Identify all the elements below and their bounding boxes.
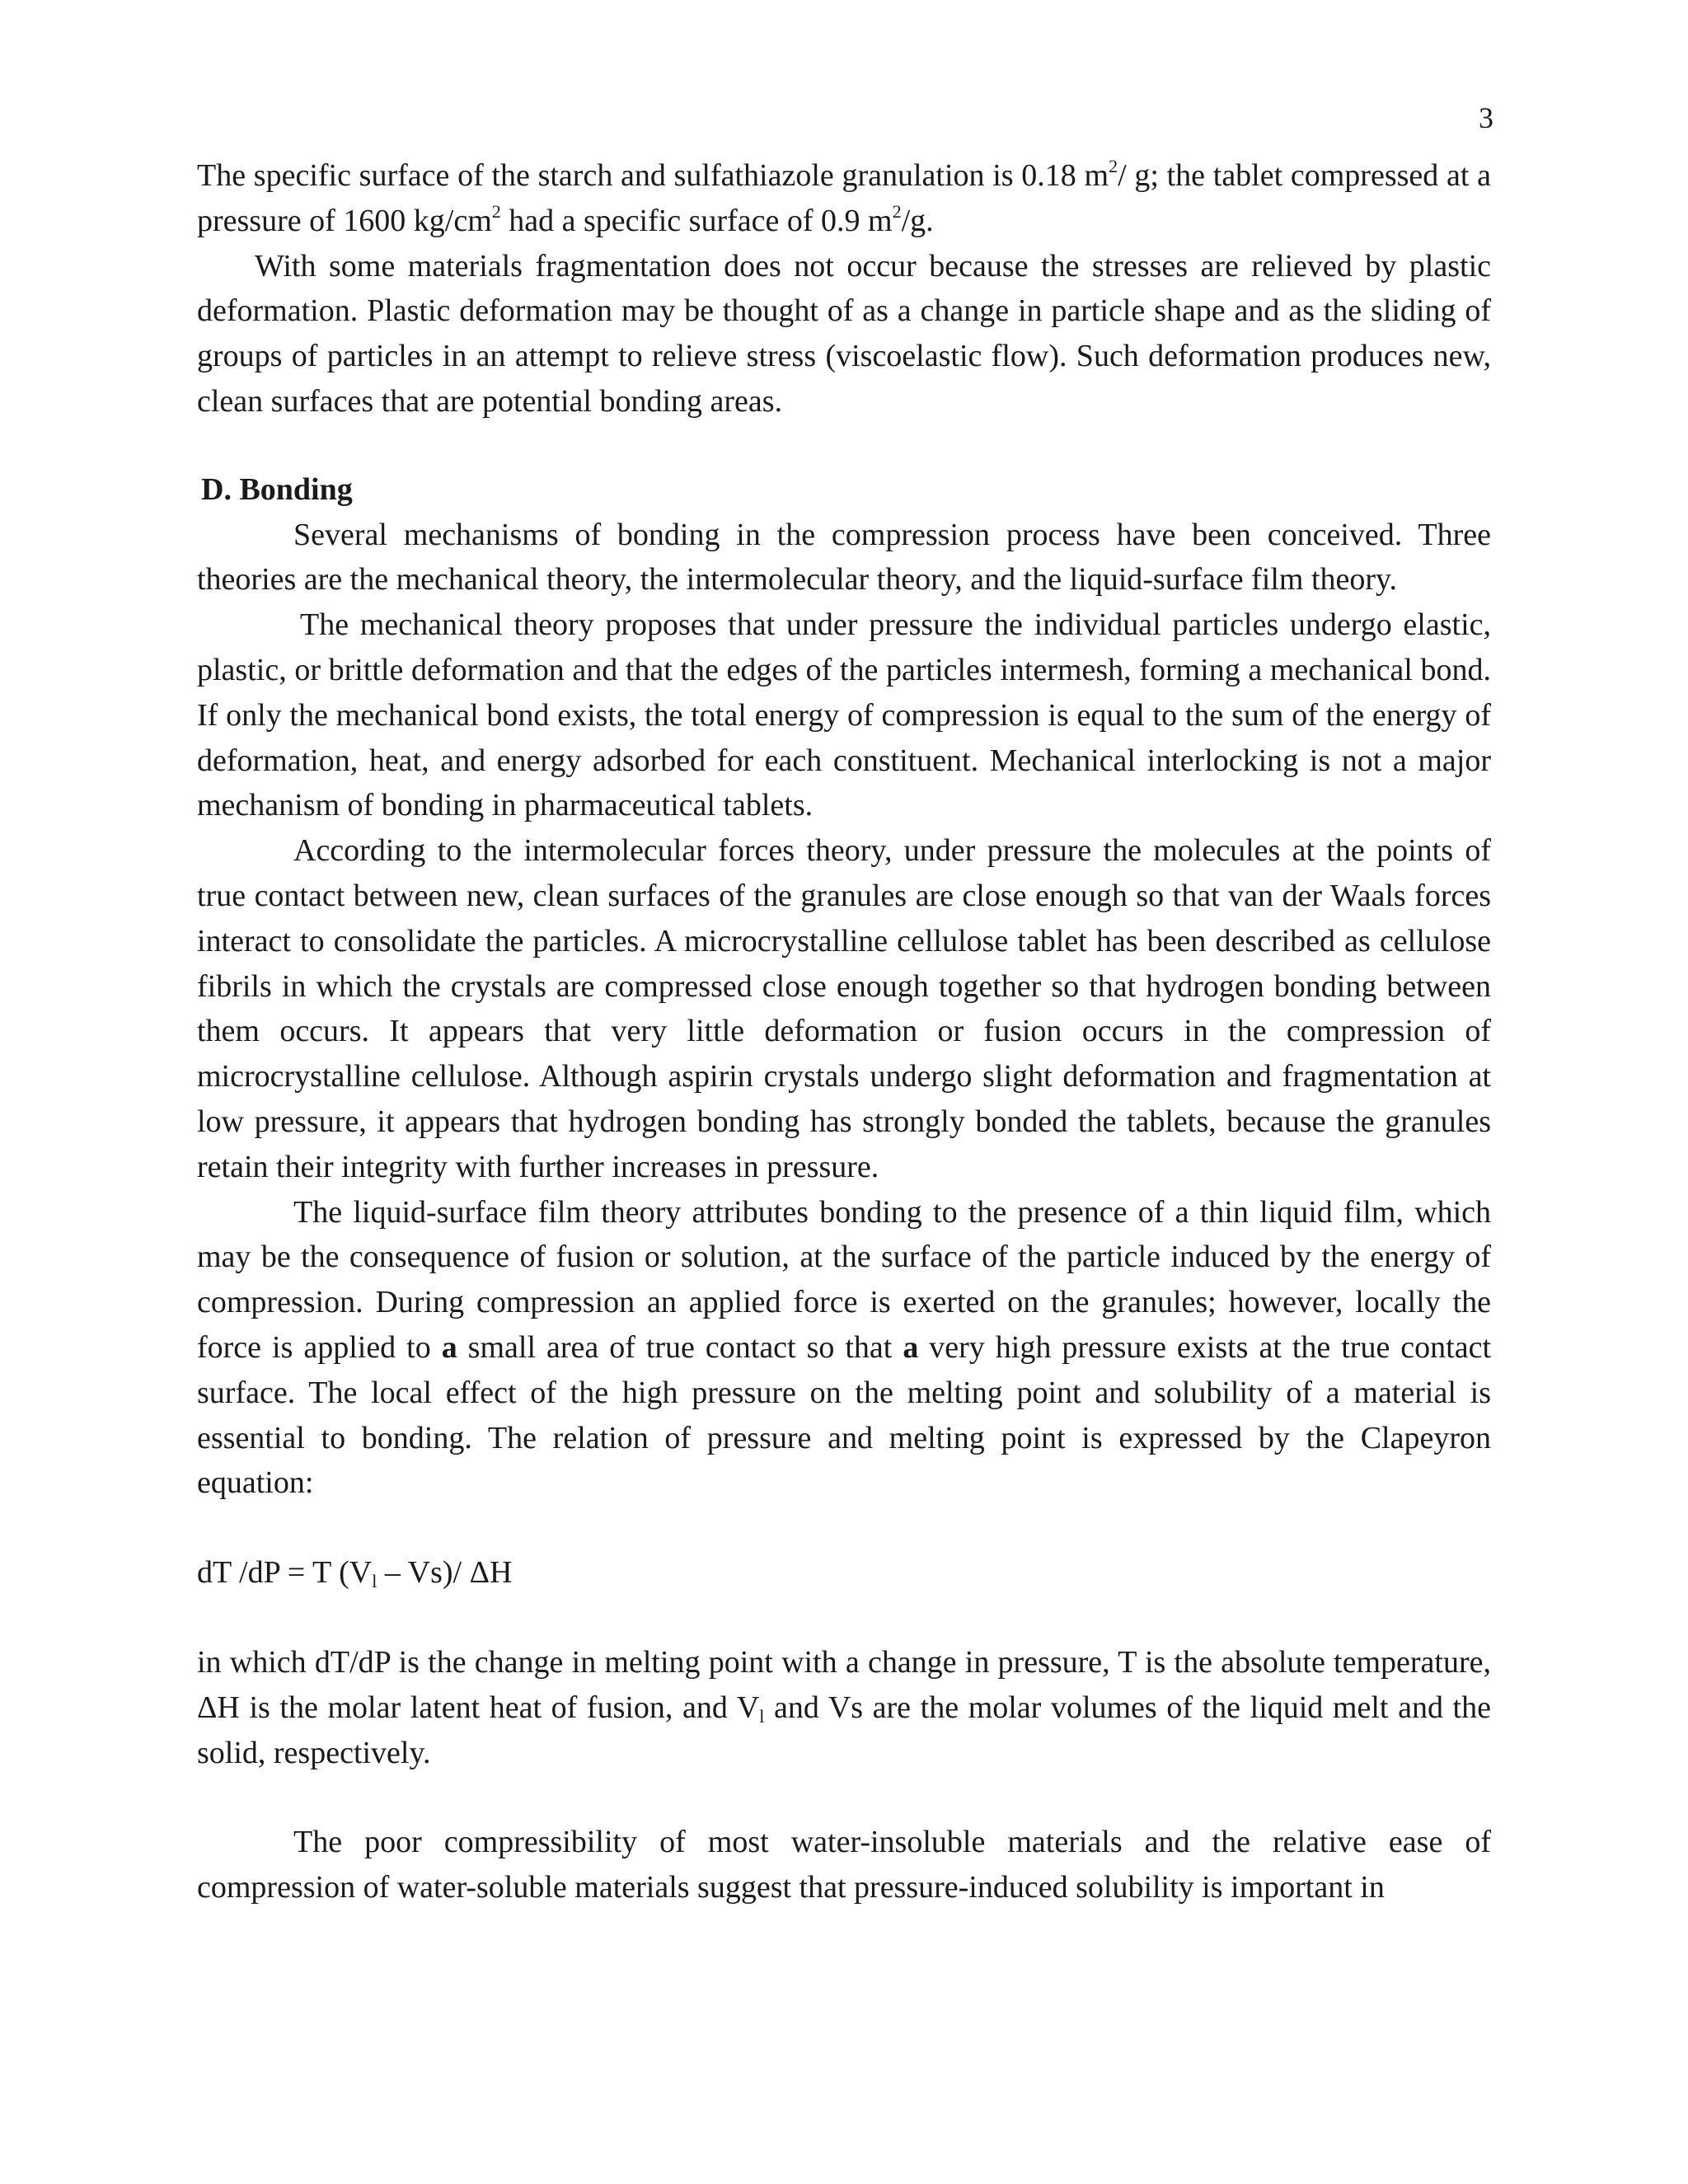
text-run: The liquid-surface film theory attributes bonding to the presence of a thin liquid film, which may be the consequence of fusion or solution, at the surface of the particle induced by the energy of compression. During compression an applied force is exerted on the granules; however, locally the force is applied to <box>197 1194 1491 1365</box>
superscript: 2 <box>1109 156 1118 176</box>
bold-text: a <box>441 1329 457 1365</box>
section-heading: D. Bonding <box>201 471 353 507</box>
page-number: 3 <box>1479 101 1493 134</box>
bold-text: a <box>903 1329 919 1365</box>
subscript: l <box>759 1705 765 1727</box>
text-run: The specific surface of the starch and sulfathiazole granulation is 0.18 m <box>197 158 1109 193</box>
text-run: – Vs)/ ΔH <box>377 1555 513 1591</box>
paragraph-intermolecular-theory: According to the intermolecular forces theory, under pressure the molecules at the points of true contact between new, clean surfaces of the granules are close enough so that van der Waals forces interact to consolidate the particles. A microcrystalline cellulose tablet has been described as cellulose fibrils in which the crystals are compressed close enough together so that hydrogen bonding between them occurs. It appears that very little deformation or fusion occurs in the compression of microcrystalline cellulose. Although aspirin crystals undergo slight deformation and fragmentation at low pressure, it appears that hydrogen bonding has strongly bonded the tablets, because the granules retain their integrity with further increases in pressure. <box>197 833 1491 1184</box>
text-run: and Vs are the molar volumes of the liquid melt and the solid, respectively. <box>197 1690 1491 1770</box>
clapeyron-equation <box>197 1550 1491 1596</box>
paragraph-plastic-deformation: With some materials fragmentation does not occur because the stresses are relieved by plastic deformation. Plastic deformation may be thought of as a change in particle shape and as the sliding of groups of particles in an attempt to relieve stress (viscoelastic flow). Such deformation produces new, clean surfaces that are potential bonding areas. <box>197 248 1491 419</box>
text-run: had a specific surface of 0.9 m <box>500 203 893 238</box>
paragraph-mechanical-theory: The mechanical theory proposes that under pressure the individual particles undergo elastic, plastic, or brittle deformation and that the edges of the particles intermesh, forming a mechanical bond. If only the mechanical bond exists, the total energy of compression is equal to the sum of the energy of deformation, heat, and energy adsorbed for each constituent. Mechanical interlocking is not a major mechanism of bonding in pharmaceutical tablets. <box>197 607 1491 823</box>
paragraph-liquid-surface-theory <box>197 1190 1491 1507</box>
superscript: 2 <box>892 200 902 222</box>
text-run: small area of true contact so that <box>457 1329 903 1365</box>
text-run: very high pressure exists at the true contact surface. The local effect of the high pressure on the melting point and solubility of a material is essential to bonding. The relation of pressure and melting point is expressed by the Clapeyron equation: <box>197 1329 1492 1501</box>
subscript: l <box>372 1571 377 1592</box>
paragraph-equation-explanation <box>197 1640 1491 1775</box>
paragraph-compressibility: The poor compressibility of most water-insoluble materials and the relative ease of compression of water-soluble materials suggest that pressure-induced solubility is important in <box>197 1825 1491 1905</box>
paragraph-specific-surface <box>197 153 1491 244</box>
text-run: /g. <box>901 203 934 238</box>
text-run: / g; the tablet compressed at a pressure of 1600 kg/cm <box>197 158 1491 238</box>
paragraph-bonding-theories: Several mechanisms of bonding in the compression process have been conceived. Three theories are the mechanical theory, the intermolecular theory, and the liquid-surface film theory. <box>197 517 1491 598</box>
superscript: 2 <box>491 200 501 222</box>
text-run: dT /dP = T (V <box>197 1555 373 1591</box>
text-run: in which dT/dP is the change in melting point with a change in pressure, T is the absolute temperature, ΔH is the molar latent heat of fusion, and V <box>197 1644 1491 1725</box>
document-body <box>197 153 1491 1910</box>
